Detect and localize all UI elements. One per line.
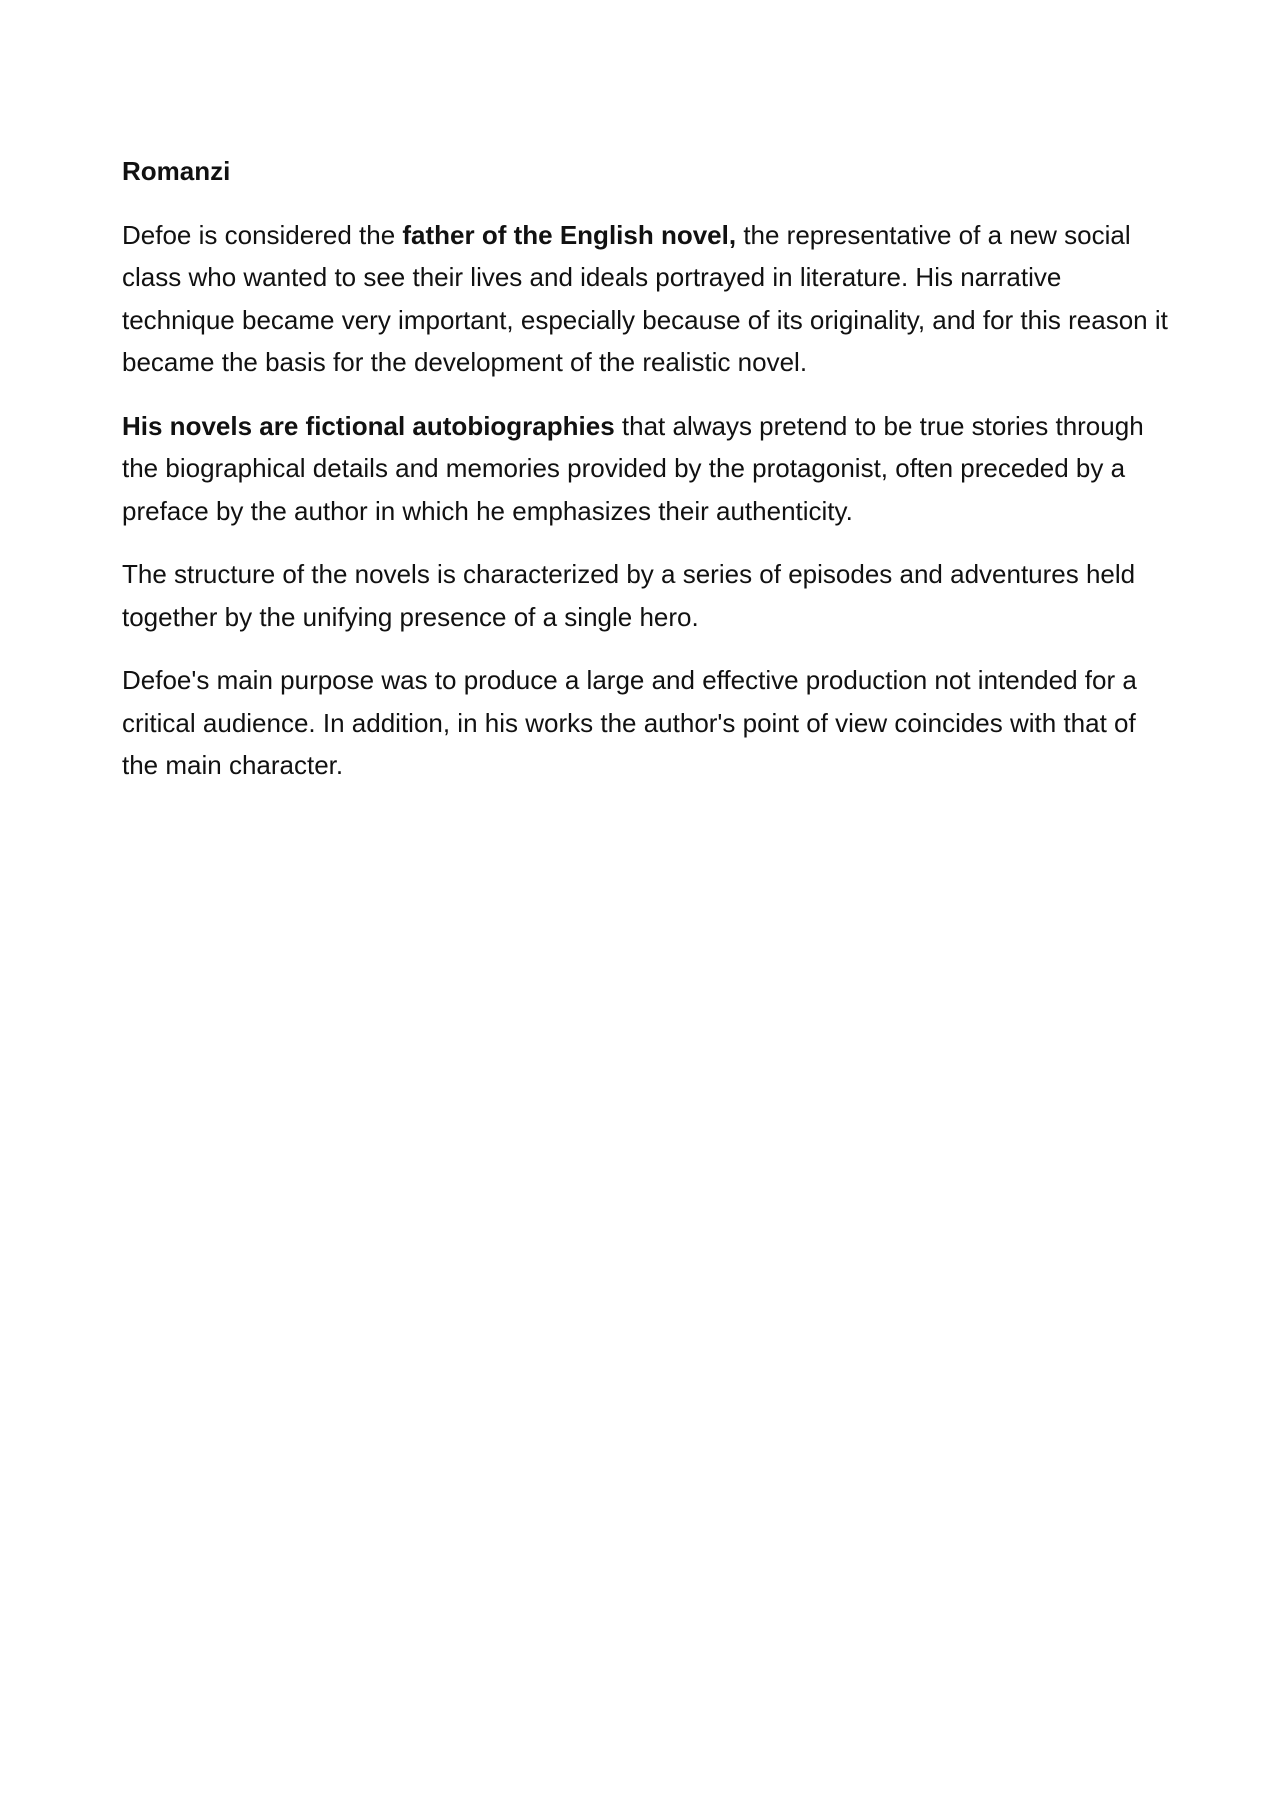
paragraph-father-of-novel [122, 214, 1172, 384]
bold-phrase: His novels are fictional autobiographies [122, 410, 615, 441]
paragraph-text: the representative of a new social class who wanted to see their lives and ideals portrayed in literature. His narrative technique became very important, especially because of its originality, and for this reason it became the basis for the development of the realistic novel. [122, 219, 1168, 377]
document-heading: Romanzi [122, 156, 231, 186]
paragraph-structure: The structure of the novels is characterized by a series of episodes and adventures held together by the unifying presence of a single hero. [122, 559, 1136, 632]
document-body [122, 150, 1172, 808]
paragraph-text: that always pretend to be true stories through the biographical details and memories provided by the protagonist, often preceded by a preface by the author in which he emphasizes their authenticity. [122, 410, 1144, 526]
bold-phrase: father of the English novel, [402, 219, 737, 250]
paragraph-fictional-autobiographies [122, 405, 1172, 533]
paragraph-text: Defoe is considered the [122, 219, 403, 250]
paragraph-main-purpose: Defoe's main purpose was to produce a large and effective production not intended for a critical audience. In addition, in his works the author's point of view coincides with that of the main character. [122, 665, 1137, 780]
